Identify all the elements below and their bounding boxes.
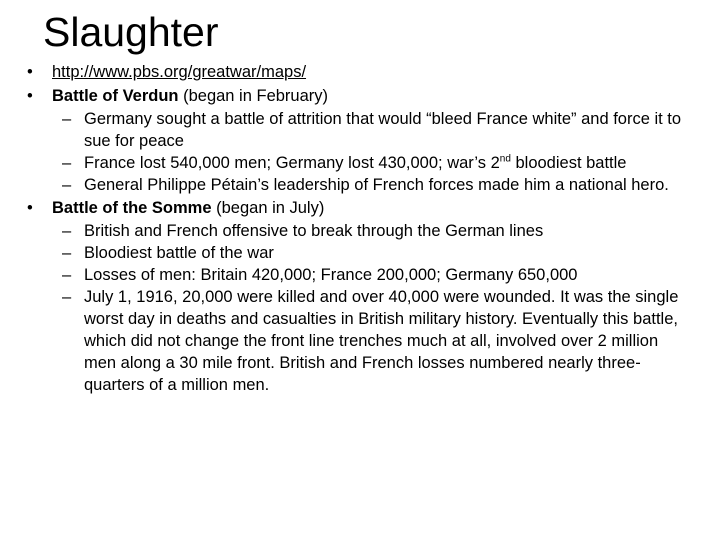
- dash-icon: –: [62, 244, 72, 262]
- ordinal-suffix: nd: [499, 153, 511, 165]
- dash-icon: –: [62, 110, 72, 128]
- verdun-date: (began in February): [178, 87, 329, 105]
- bullet-item-somme: [0, 196, 712, 220]
- dash-icon: –: [62, 154, 72, 172]
- somme-subpoint: [0, 286, 694, 396]
- somme-subpoint-text: Losses of men: Britain 420,000; France 200,000; Germany 650,000: [84, 266, 578, 284]
- verdun-losses-post: bloodiest battle: [510, 154, 627, 172]
- bullet-icon: •: [27, 87, 33, 105]
- slide-content: [0, 60, 720, 396]
- verdun-losses-pre: France lost 540,000 men; Germany lost 430,000; war’s 2: [84, 154, 500, 172]
- dash-icon: –: [62, 176, 72, 194]
- bullet-item-verdun: [0, 84, 712, 108]
- verdun-subpoint: [0, 108, 694, 152]
- verdun-subpoint: [0, 174, 694, 196]
- somme-subpoint-text: July 1, 1916, 20,000 were killed and over 40,000 were wounded. It was the single worst day in deaths and casualties in British military history. Eventually this battle, which did not change the front line trenches much at all, involved over 2 million men along a 30 mile front. British and French losses numbered nearly three-quarters of a million men.: [84, 288, 679, 394]
- slide-title: Slaughter: [43, 9, 219, 55]
- somme-subpoint: [0, 242, 694, 264]
- somme-date: (began in July): [211, 199, 325, 217]
- somme-subpoint: [0, 264, 694, 286]
- bullet-item-link: [0, 60, 712, 84]
- somme-subpoint-text: British and French offensive to break through the German lines: [84, 222, 544, 240]
- verdun-subpoint-text: Germany sought a battle of attrition that would “bleed France white” and force it to sue for peace: [84, 110, 682, 150]
- verdun-subpoint: [0, 152, 694, 174]
- dash-icon: –: [62, 288, 72, 306]
- verdun-subpoint-text: General Philippe Pétain’s leadership of French forces made him a national hero.: [84, 176, 669, 194]
- somme-subpoint-text: Bloodiest battle of the war: [84, 244, 274, 262]
- bullet-icon: •: [27, 63, 33, 81]
- dash-icon: –: [62, 222, 72, 240]
- verdun-heading: Battle of Verdun: [52, 87, 179, 105]
- dash-icon: –: [62, 266, 72, 284]
- maps-link[interactable]: http://www.pbs.org/greatwar/maps/: [52, 63, 307, 81]
- somme-heading: Battle of the Somme: [52, 199, 212, 217]
- somme-subpoint: [0, 220, 694, 242]
- bullet-icon: •: [27, 199, 33, 217]
